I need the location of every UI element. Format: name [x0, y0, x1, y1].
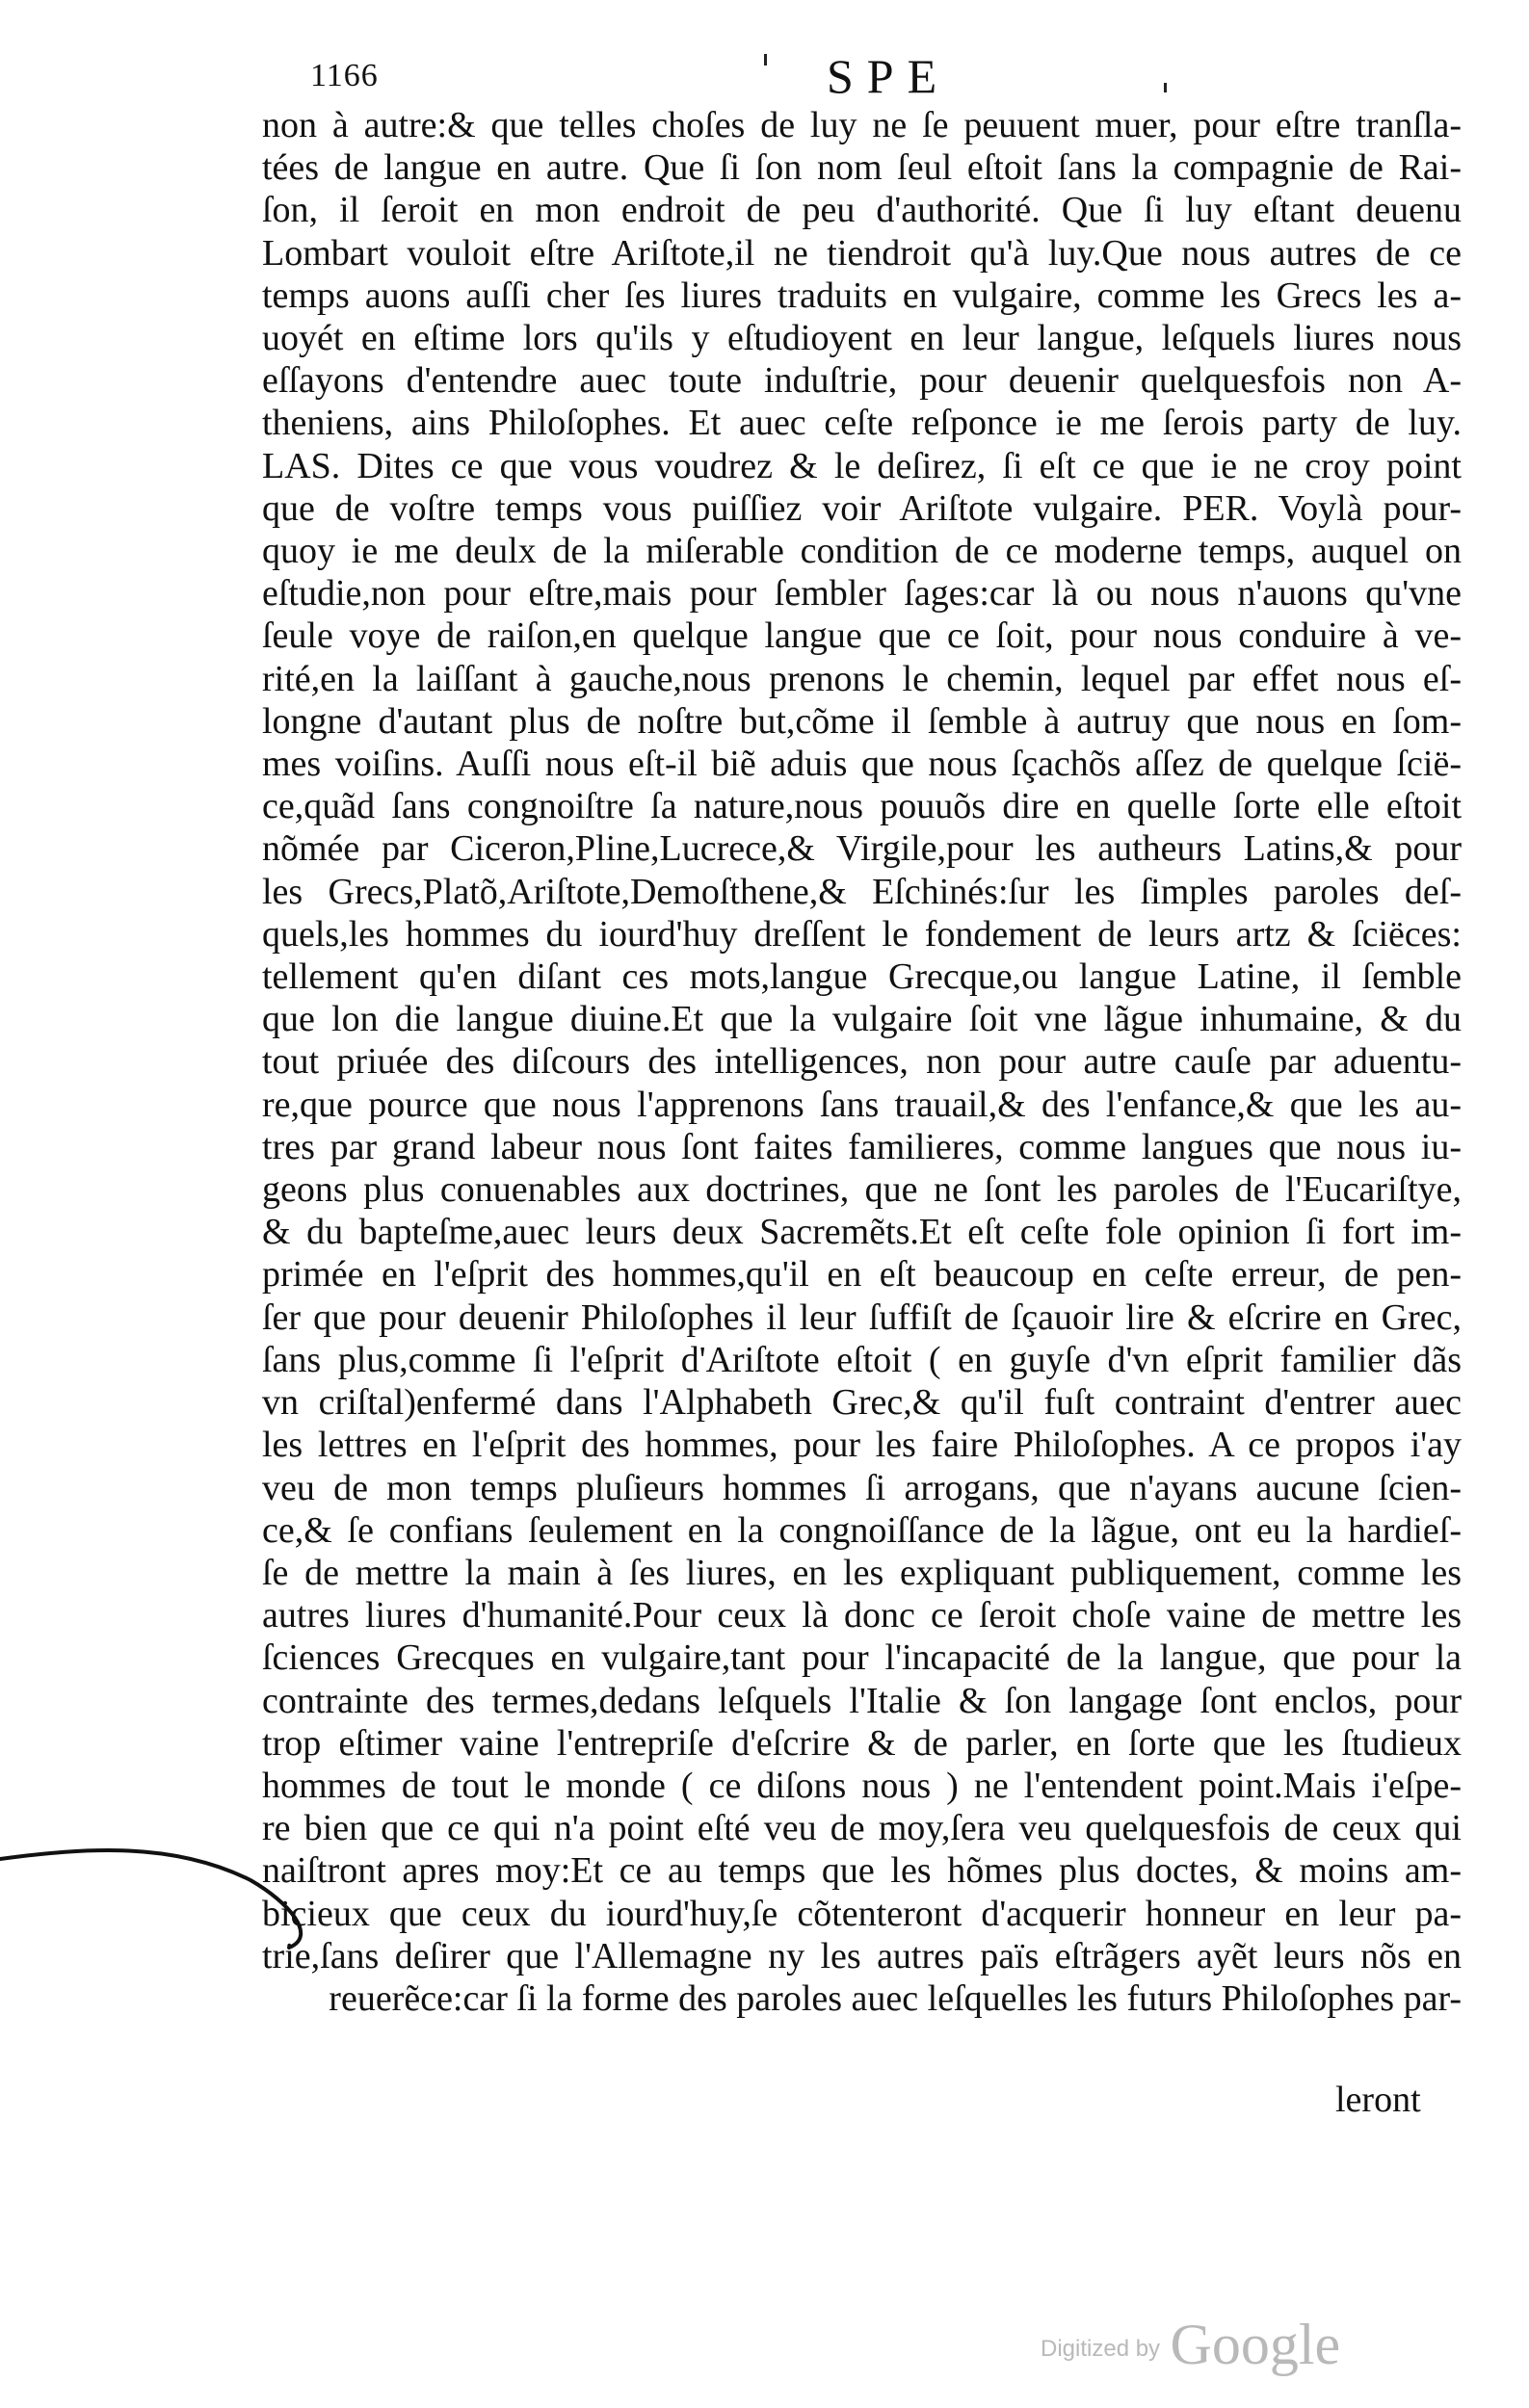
text-line: tres par grand labeur nous ſont faites familieres, comme langues que nous iu- — [262, 1126, 1462, 1167]
ink-speck — [1164, 83, 1167, 92]
text-line: tellement qu'en diſant ces mots,langue Grecque,ou langue Latine, il ſemble — [262, 956, 1462, 998]
page-number: 1166 — [310, 58, 379, 93]
catchword: leront — [1335, 2080, 1421, 2120]
text-line: tées de langue en autre. Que ſi ſon nom ſeul eſtoit ſans la compagnie de Rai- — [262, 147, 1462, 189]
text-line: les lettres en l'eſprit des hommes, pour les faire Philoſophes. A ce propos i'ay — [262, 1425, 1462, 1466]
text-line: vn criſtal)enfermé dans l'Alphabeth Grec,& qu'il fuſt contraint d'entrer auec — [262, 1382, 1462, 1424]
text-line: veu de mon temps pluſieurs hommes ſi arrogans, que n'ayans aucune ſcien- — [262, 1467, 1462, 1508]
text-line: trop eſtimer vaine l'entrepriſe d'eſcrire & de parler, en ſorte que les ſtudieux — [262, 1722, 1462, 1764]
text-line: LAS. Dites ce que vous voudrez & le deſirez, ſi eſt ce que ie ne croy point — [262, 445, 1462, 486]
google-wordmark: Google — [1170, 2313, 1341, 2376]
text-line: naiſtront apres moy:Et ce au temps que les hõmes plus doctes, & moins am- — [262, 1850, 1462, 1892]
text-line: & du bapteſme,auec leurs deux Sacremẽts.Et eſt ceſte fole opinion ſi fort im- — [262, 1212, 1462, 1253]
ink-speck — [764, 54, 767, 65]
text-line: Lombart vouloit eſtre Ariſtote,il ne tiendroit qu'à luy.Que nous autres de ce — [262, 232, 1462, 274]
text-line: ce,quãd ſans congnoiſtre ſa nature,nous pouuõs dire en quelle ſorte elle eſtoit — [262, 786, 1462, 827]
text-line: quoy ie me deulx de la miſerable condition de ce moderne temps, auquel on — [262, 531, 1462, 572]
text-line: mes voiſins. Auſſi nous eſt-il biẽ aduis que nous ſçachõs aſſez de quelque ſcië- — [262, 744, 1462, 785]
text-line: non à autre:& que telles choſes de luy ne ſe peuuent muer, pour eſtre tranſla- — [262, 105, 1462, 145]
text-line: trie,ſans deſirer que l'Allemagne ny les autres païs eſtrãgers ayẽt leurs nõs en — [262, 1935, 1462, 1976]
text-line: longne d'autant plus de noſtre but,cõme il ſemble à autruy que nous en ſom- — [262, 700, 1462, 742]
text-line: que lon die langue diuine.Et que la vulgaire ſoit vne lãgue inhumaine, & du — [262, 999, 1462, 1040]
text-line: re,que pource que nous l'apprenons ſans trauail,& des l'enfance,& que les au- — [262, 1084, 1462, 1125]
text-line: nõmée par Ciceron,Pline,Lucrece,& Virgile,pour les autheurs Latins,& pour — [262, 828, 1462, 870]
text-line: ſe de mettre la main à ſes liures, en les expliquant publiquement, comme les — [262, 1552, 1462, 1593]
text-line: ſon, il ſeroit en mon endroit de peu d'authorité. Que ſi luy eſtant deuenu — [262, 190, 1462, 231]
text-line: quels,les hommes du iourd'huy dreſſent le fondement de leurs artz & ſciëces: — [262, 913, 1462, 955]
text-line: eſſayons d'entendre auec toute induſtrie, pour deuenir quelquesfois non A- — [262, 360, 1462, 402]
text-line: rité,en la laiſſant à gauche,nous prenons le chemin, lequel par effet nous eſ- — [262, 658, 1462, 699]
text-line: uoyét en eſtime lors qu'ils y eſtudioyent en leur langue, leſquels liures nous — [262, 318, 1462, 359]
text-line: eſtudie,non pour eſtre,mais pour ſembler ſages:car là ou nous n'auons qu'vne — [262, 573, 1462, 615]
watermark-prefix: Digitized by — [1041, 2336, 1161, 2362]
text-line: primée en l'eſprit des hommes,qu'il en eſt beaucoup en ceſte erreur, de pen- — [262, 1254, 1462, 1296]
text-line: temps auons auſſi cher ſes liures traduits en vulgaire, comme les Grecs les a- — [262, 275, 1462, 316]
text-line: autres liures d'humanité.Pour ceux là donc ce ſeroit choſe vaine de mettre les — [262, 1595, 1462, 1636]
digitized-watermark — [1041, 2312, 1340, 2378]
text-line: contrainte des termes,dedans leſquels l'Italie & ſon langage ſont enclos, pour — [262, 1680, 1462, 1721]
text-line: ce,& ſe confians ſeulement en la congnoiſſance de la lãgue, ont eu la hardieſ- — [262, 1509, 1462, 1551]
text-line: les Grecs,Platõ,Ariſtote,Demoſthene,& Eſchinés:ſur les ſimples paroles deſ- — [262, 871, 1462, 912]
text-line: hommes de tout le monde ( ce diſons nous ) ne l'entendent point.Mais i'eſpe- — [262, 1765, 1462, 1806]
text-line: tout priuée des diſcours des intelligences, non pour autre cauſe par aduentu- — [262, 1041, 1462, 1083]
body-text — [262, 104, 1462, 2020]
text-line: theniens, ains Philoſophes. Et auec ceſte reſponce ie me ſerois party de luy. — [262, 403, 1462, 444]
text-line: re bien que ce qui n'a point eſté veu de moy,ſera veu quelquesfois de ceux qui — [262, 1808, 1462, 1849]
text-line: ſciences Grecques en vulgaire,tant pour l'incapacité de la langue, que pour la — [262, 1637, 1462, 1679]
text-line: reuerẽce:car ſi la forme des paroles auec leſquelles les futurs Philoſophes par- — [329, 1977, 1462, 2019]
text-line: geons plus conuenables aux doctrines, que ne ſont les paroles de l'Eucariſtye, — [262, 1169, 1462, 1211]
text-line: que de voſtre temps vous puiſſiez voir Ariſtote vulgaire. PER. Voylà pour- — [262, 487, 1462, 529]
running-head: SPE — [827, 49, 951, 103]
text-line: ſans plus,comme ſi l'eſprit d'Ariſtote eſtoit ( en guyſe d'vn eſprit familier dãs — [262, 1339, 1462, 1380]
text-line: ſeule voye de raiſon,en quelque langue que ce ſoit, pour nous conduire à ve- — [262, 615, 1462, 657]
text-line: bicieux que ceux du iourd'huy,ſe cõtenteront d'acquerir honneur en leur pa- — [262, 1893, 1462, 1934]
text-line: ſer que pour deuenir Philoſophes il leur ſuffiſt de ſçauoir lire & eſcrire en Grec, — [262, 1296, 1462, 1338]
